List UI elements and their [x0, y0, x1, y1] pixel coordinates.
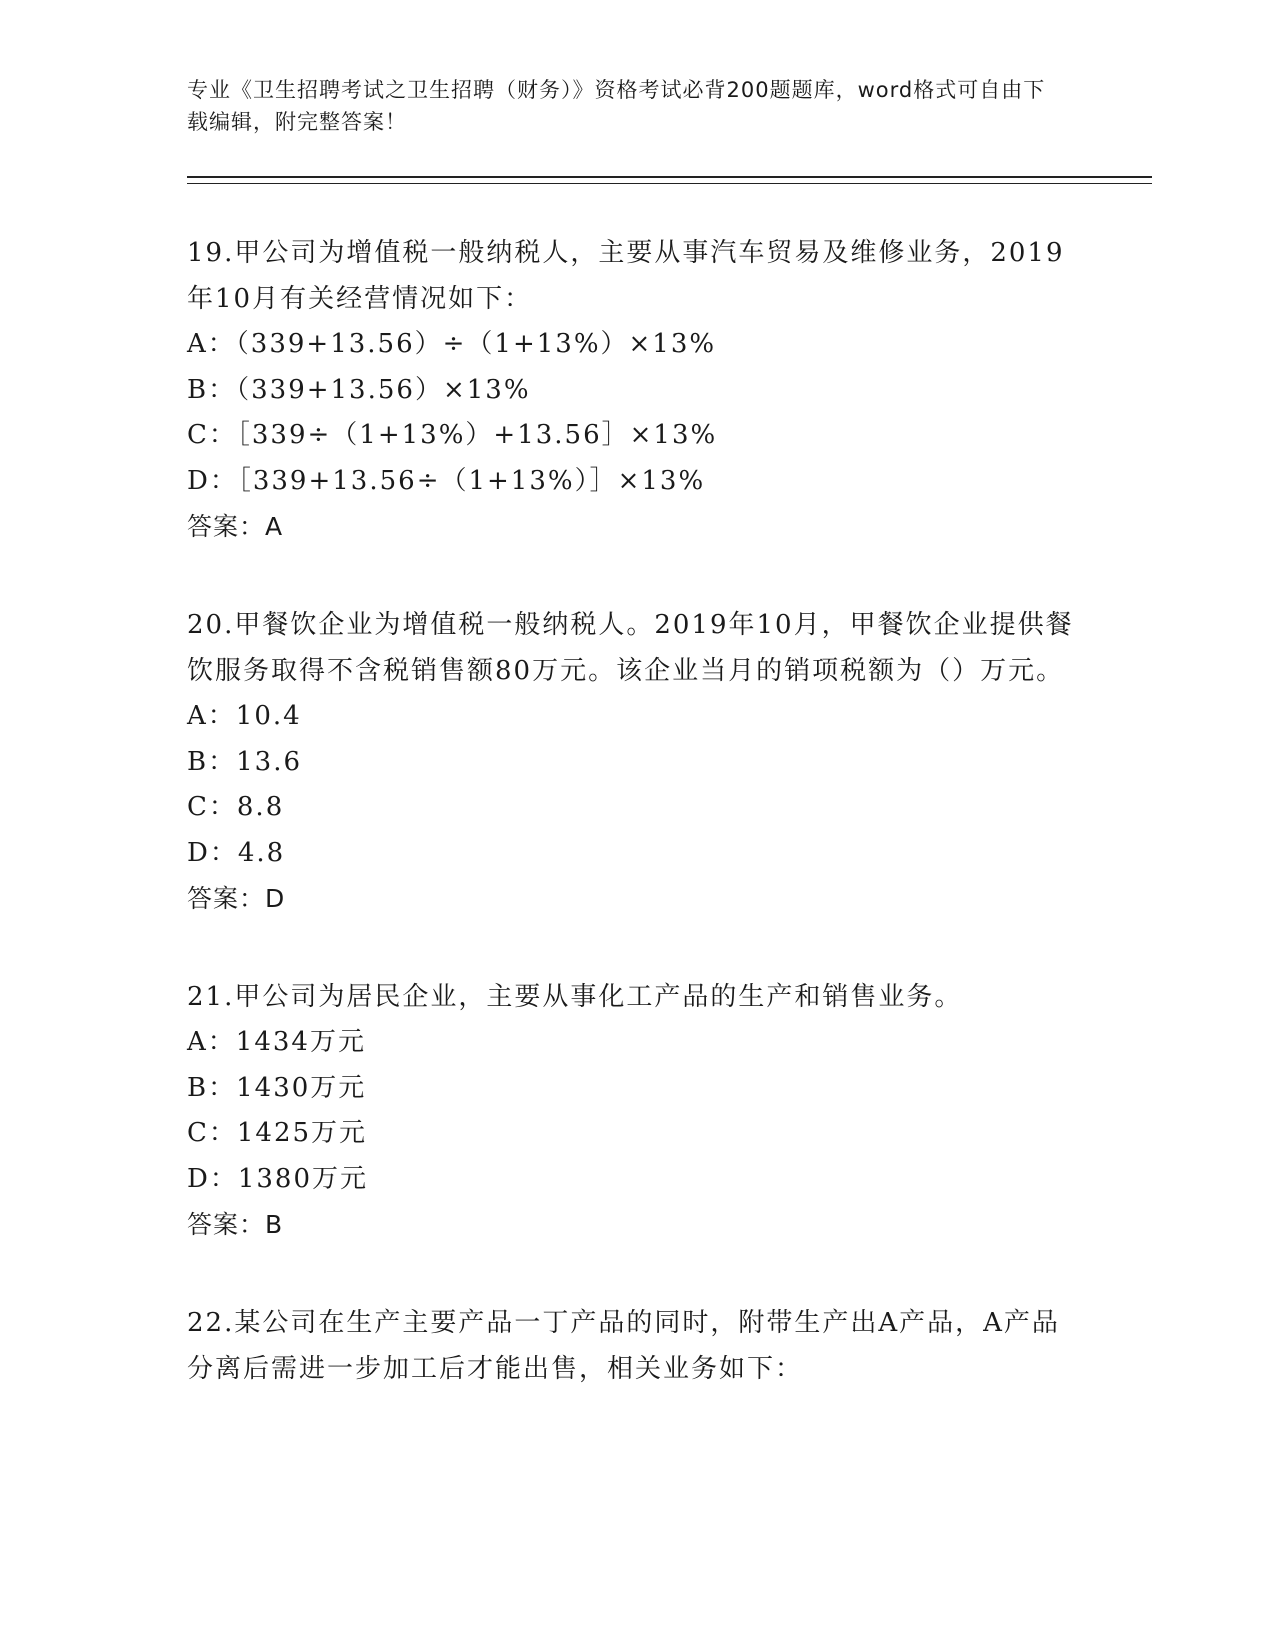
question-20	[187, 602, 1087, 922]
option-a: A：10.4	[187, 701, 302, 731]
option-c: C：8.8	[187, 792, 285, 822]
answer: 答案：B	[187, 1210, 284, 1239]
question-22	[187, 1300, 1087, 1392]
option-d: D：4.8	[187, 837, 286, 868]
option-c: C：1425万元	[187, 1118, 368, 1148]
option-d: D：［339+13.56÷（1+13%）］×13%	[187, 465, 706, 496]
question-list	[187, 230, 1087, 1444]
question-19	[187, 230, 1087, 550]
option-a: A：1434万元	[187, 1027, 366, 1057]
option-b: B：（339+13.56）×13%	[187, 374, 531, 405]
question-stem: 20.甲餐饮企业为增值税一般纳税人。2019年10月，甲餐饮企业提供餐饮服务取得不含税销售额80万元。该企业当月的销项税额为（）万元。	[187, 610, 1074, 686]
question-stem: 22.某公司在生产主要产品一丁产品的同时，附带生产出A产品，A产品分离后需进一步加工后才能出售，相关业务如下：	[187, 1308, 1060, 1384]
option-b: B：13.6	[187, 746, 302, 777]
option-a: A：（339+13.56）÷（1+13%）×13%	[187, 329, 717, 359]
header-divider	[187, 176, 1152, 184]
page-header: 专业《卫生招聘考试之卫生招聘（财务）》资格考试必背200题题库，word格式可自由下载编辑，附完整答案！	[187, 78, 1046, 134]
option-d: D：1380万元	[187, 1163, 369, 1194]
option-c: C：［339÷（1+13%）+13.56］×13%	[187, 420, 718, 450]
question-21	[187, 974, 1087, 1248]
option-b: B：1430万元	[187, 1072, 367, 1103]
answer: 答案：D	[187, 884, 286, 913]
question-stem: 21.甲公司为居民企业，主要从事化工产品的生产和销售业务。	[187, 982, 963, 1012]
answer: 答案：A	[187, 512, 284, 541]
question-stem: 19.甲公司为增值税一般纳税人，主要从事汽车贸易及维修业务，2019年10月有关经营情况如下：	[187, 238, 1065, 314]
